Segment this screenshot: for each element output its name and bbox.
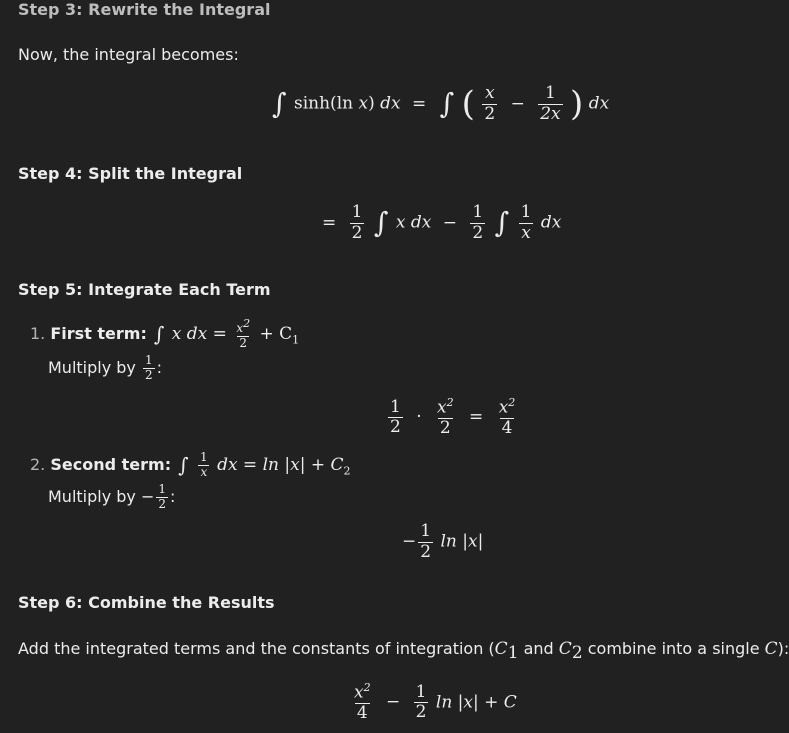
fraction-x2-over-2: $\frac{x^2}{2}$ xyxy=(236,317,251,350)
sinh-ln: sinh(ln xyxy=(294,93,354,114)
ln-abs-x: ln |x| xyxy=(440,531,484,552)
fraction-half: $\frac{1}{2}$ xyxy=(420,521,432,562)
fraction-1-over-x: $\frac{1}{x}$ xyxy=(520,202,532,243)
final-result xyxy=(350,682,517,724)
list-marker: 1. xyxy=(30,323,46,343)
first-term-label: First term: xyxy=(50,323,147,343)
integral-symbol: ∫ xyxy=(373,206,389,240)
minus-sign: − xyxy=(442,212,458,233)
step6-paragraph: Add the integrated terms and the constants of integration ($C_1$ and $C_2$ combine into a single C): xyxy=(18,639,789,664)
integral-symbol: ∫ xyxy=(153,322,165,347)
fraction-half: $\frac{1}{2}$ xyxy=(390,396,401,438)
minus-sign: − xyxy=(386,692,401,713)
equals-sign: = xyxy=(322,212,337,233)
fraction-1-over-x: $\frac{1}{x}$ xyxy=(200,450,208,479)
dx: dx xyxy=(380,93,401,114)
minus-sign: − xyxy=(510,93,525,114)
fraction-half: $\frac{1}{2}$ xyxy=(351,202,363,243)
fraction-x-over-2: $\frac{x}{2}$ xyxy=(484,83,496,124)
step5-eq1 xyxy=(386,397,519,439)
step4-equation xyxy=(316,203,561,243)
integral-symbol: ∫ xyxy=(178,453,189,478)
equals-sign: = xyxy=(469,407,484,428)
x-dx: x dx xyxy=(395,212,432,233)
dx: dx xyxy=(588,93,610,114)
second-term-label: Second term: xyxy=(50,454,172,474)
var-x: x xyxy=(358,93,369,114)
fraction-half: $\frac{1}{2}$ xyxy=(144,353,153,382)
first-term-expr: x dx = xyxy=(171,323,227,344)
second-term-expr: dx = ln |x| + C xyxy=(217,454,344,475)
plus-c: + C xyxy=(259,323,293,344)
multiply-by-half: Multiply by $\frac{1}{2}$ : xyxy=(48,353,163,382)
left-paren: ( xyxy=(461,84,475,125)
cdot: · xyxy=(416,407,422,428)
step5-heading: Step 5: Integrate Each Term xyxy=(18,280,271,299)
list-marker: 2. xyxy=(30,454,46,474)
list-item-second-term: 2. Second term: ∫ $\frac{1}{x}$ dx = $\ln |x| + C_2$ xyxy=(30,450,351,479)
step4-heading: Step 4: Split the Integral xyxy=(18,164,243,183)
step6-heading: Step 6: Combine the Results xyxy=(18,593,275,612)
fraction-half: $\frac{1}{2}$ xyxy=(158,482,167,511)
fraction-x2-over-4: $\frac{x^2}{4}$ xyxy=(354,681,371,724)
fraction-half: $\frac{1}{2}$ xyxy=(472,202,484,243)
step3-equation xyxy=(270,84,609,124)
list-item-first-term: 1. First term: ∫ x dx = $\frac{x^2}{2}$ + $C_1$ xyxy=(30,317,300,350)
equals-sign: = xyxy=(412,93,427,114)
fraction-x2-over-2: $\frac{x^2}{2}$ xyxy=(437,396,454,439)
multiply-by-neg-half: Multiply by − $\frac{1}{2}$ : xyxy=(48,482,176,511)
integral-symbol: ∫ xyxy=(494,206,510,240)
integral-symbol: ∫ xyxy=(439,87,455,121)
ln-abs-x-plus-c: ln |x| + C xyxy=(435,692,517,713)
integral-symbol: ∫ xyxy=(272,87,287,121)
fraction-half: $\frac{1}{2}$ xyxy=(415,681,427,723)
step3-heading: Step 3: Rewrite the Integral xyxy=(18,0,271,19)
minus-sign: − xyxy=(402,531,417,552)
close-paren: ) xyxy=(368,93,375,114)
fraction-x2-over-4: $\frac{x^2}{4}$ xyxy=(498,396,516,439)
step5-eq2 xyxy=(402,522,483,562)
right-paren: ) xyxy=(570,84,584,125)
dx: dx xyxy=(540,212,562,233)
fraction-1-over-2x: $\frac{1}{2x}$ xyxy=(540,83,561,124)
step3-intro: Now, the integral becomes: xyxy=(18,45,239,64)
